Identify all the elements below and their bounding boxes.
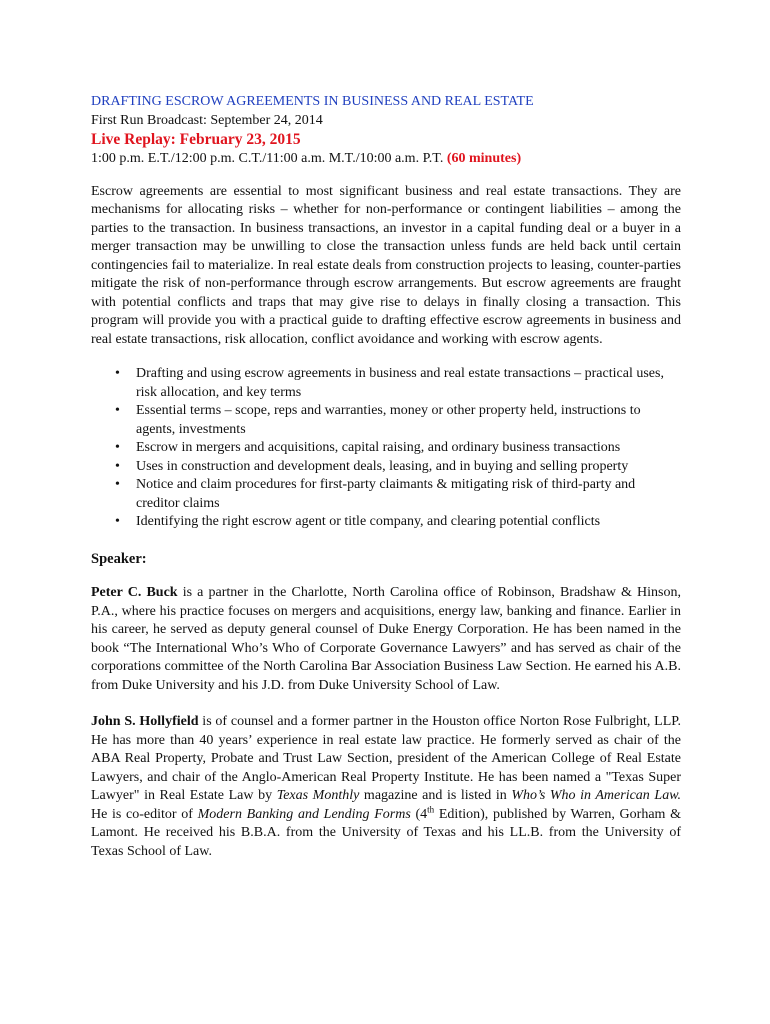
edition-superscript: th (427, 803, 435, 814)
list-item: • Identifying the right escrow agent or title company, and clearing potential conflicts (136, 513, 681, 532)
publication-title: Who’s Who in American Law. (511, 788, 681, 803)
list-item: • Drafting and using escrow agreements in business and real estate transactions – practical uses, risk allocation, and key terms (115, 366, 664, 400)
document-content (91, 93, 681, 861)
bullet-icon: • (115, 514, 120, 529)
list-item: • Uses in construction and development deals, leasing, and in buying and selling property (136, 458, 681, 477)
topic-list (91, 365, 681, 532)
speaker-name: Peter C. Buck (91, 585, 178, 600)
speaker-name: John S. Hollyfield (91, 714, 199, 729)
bullet-icon: • (115, 403, 120, 418)
speaker-heading: Speaker: (91, 550, 147, 567)
time-zones: 1:00 p.m. E.T./12:00 p.m. C.T./11:00 a.m. M.T./10:00 a.m. P.T. (91, 151, 444, 166)
bullet-icon: • (115, 458, 120, 474)
program-title: DRAFTING ESCROW AGREEMENTS IN BUSINESS AND REAL ESTATE (91, 94, 534, 109)
speaker-bio-hollyfield: John S. Hollyfield is of counsel and a former partner in the Houston office Norton Rose Fulbright, LLP. He has more than 40 years’ experience in real estate law practice. He formerly served as chair of the ABA Real Property, Probate and Trust Law Section, president of the American College of Real Estate Lawyers, and chair of the Anglo-American Real Property Institute. He has been named a "Texas Super Lawyer" in Real Estate Law by Texas Monthly magazine and is listed in Who’s Who in American Law. He is co-editor of Modern Banking and Lending Forms (4th Edition), published by Warren, Gorham & Lamont. He received his B.B.A. from the University of Texas and his LL.B. from the University of Texas School of Law. (91, 714, 682, 859)
bullet-icon: • (115, 440, 120, 455)
bullet-icon: • (115, 366, 120, 381)
publication-title: Modern Banking and Lending Forms (197, 806, 411, 822)
speaker-bio-buck: Peter C. Buck is a partner in the Charlotte, North Carolina office of Robinson, Bradshaw & Hinson, P.A., where his practice focuses on mergers and acquisitions, energy law, banking and finance. Earlier in his career, he served as deputy general counsel of Duke Energy Corporation. He has been named in the book “The International Who’s Who of Corporate Governance Lawyers” and has served as chair of the corporations committee of the North Carolina Bar Association Business Law Section. He earned his A.B. from Duke University and his J.D. from Duke University School of Law. (91, 585, 682, 693)
intro-paragraph: Escrow agreements are essential to most significant business and real estate transactions. They are mechanisms for allocating risks – whether for non-performance or contingent liabilities – among the parties to the transaction. In business transactions, an investor in a capital funding deal or a buyer in a merger transaction may be unwilling to close the transaction unless funds are held back until certain contingencies fail to materialize. In real estate deals from construction projects to leasing, counter-parties mitigate the risk of non-performance through escrow arrangements. But escrow agreements are fraught with potential conflicts and traps that may give rise to delays in finally closing a transaction. This program will provide you with a practical guide to drafting effective escrow agreements in business and real estate transactions, risk allocation, conflict avoidance and working with escrow agents. (91, 183, 681, 347)
first-run-date: First Run Broadcast: September 24, 2014 (91, 112, 323, 128)
publication-title: Texas Monthly (276, 788, 360, 803)
bullet-icon: • (115, 477, 120, 492)
list-item: • Escrow in mergers and acquisitions, capital raising, and ordinary business transactions (136, 439, 681, 458)
list-item: • Essential terms – scope, reps and warranties, money or other property held, instructions to agents, investments (115, 403, 641, 437)
duration: (60 minutes) (446, 151, 522, 166)
live-replay-date: Live Replay: February 23, 2015 (91, 131, 301, 148)
list-item: • Notice and claim procedures for first-party claimants & mitigating risk of third-party and creditor claims (115, 477, 636, 511)
broadcast-times (91, 150, 681, 169)
